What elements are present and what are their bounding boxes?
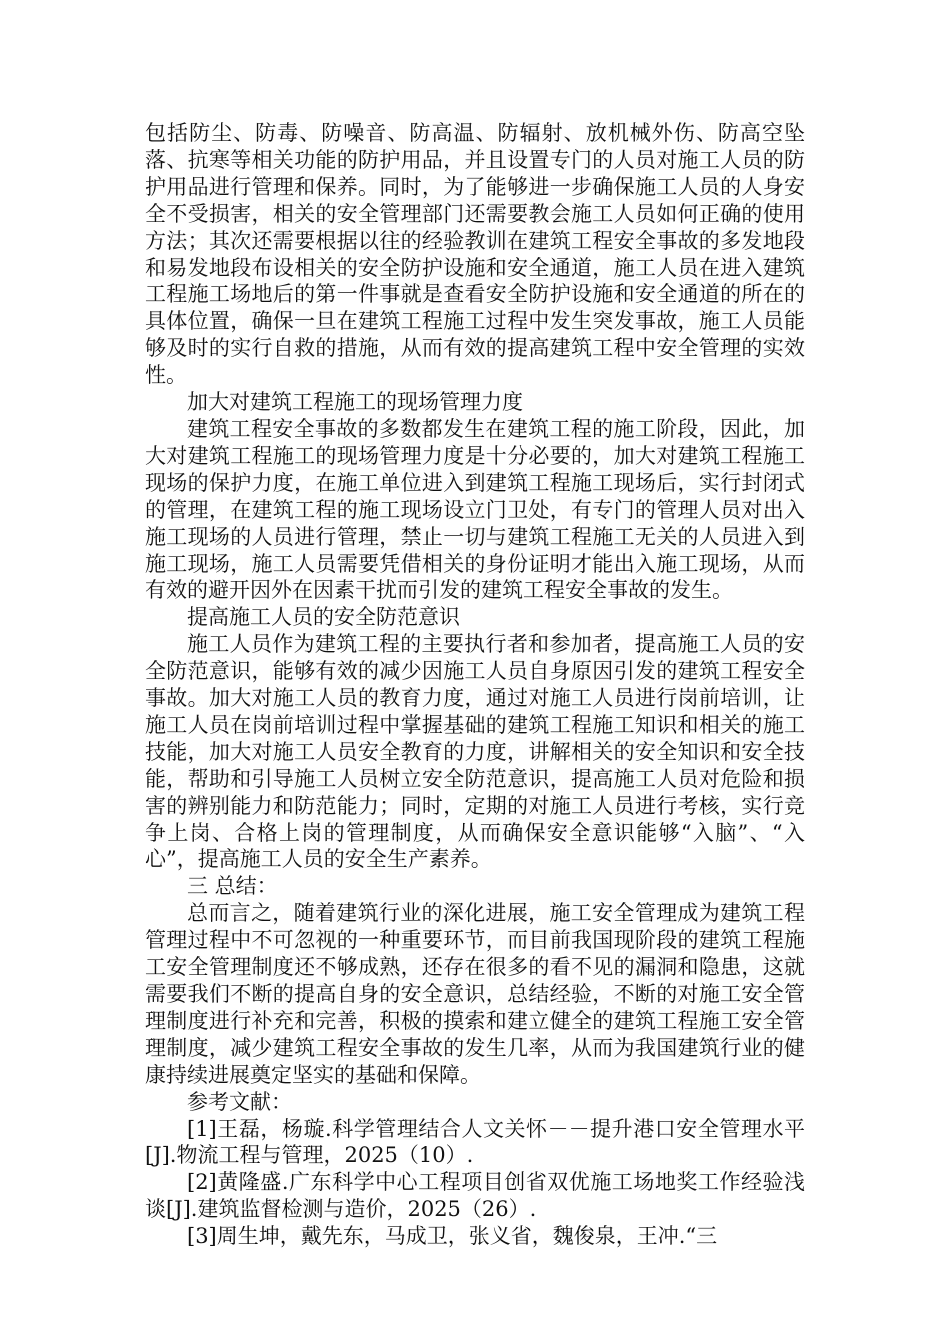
section-heading-site-management: 加大对建筑工程施工的现场管理力度 <box>187 390 523 415</box>
section-heading-summary: 三 总结： <box>187 874 278 899</box>
references-heading: 参考文献： <box>187 1089 292 1114</box>
paragraph-summary: 总而言之，随着建筑行业的深化进展，施工安全管理成为建筑工程管理过程中不可忽视的一种重要环节，而目前我国现阶段的建筑工程施工安全管理制度还不够成熟，还存在很多的看不见的漏洞和隐患，这就需要我们不断的提高自身的安全意识，总结经验，不断的对施工安全管理制度进行补充和完善，积极的摸索和建立健全的建筑工程施工安全管理制度，减少建筑工程安全事故的发生几率，从而为我国建筑行业的健康持续进展奠定坚实的基础和保障。 <box>145 901 805 1087</box>
paragraph-safety-awareness: 施工人员作为建筑工程的主要执行者和参加者，提高施工人员的安全防范意识，能够有效的减少因施工人员自身原因引发的建筑工程安全事故。加大对施工人员的教育力度，通过对施工人员进行岗前培训，让施工人员在岗前培训过程中掌握基础的建筑工程施工知识和相关的施工技能，加大对施工人员安全教育的力度，讲解相关的安全知识和安全技能，帮助和引导施工人员树立安全防范意识，提高施工人员对危险和损害的辨别能力和防范能力；同时，定期的对施工人员进行考核，实行竞争上岗、合格上岗的管理制度，从而确保安全意识能够“入脑”、“入心”，提高施工人员的安全生产素养。 <box>145 632 805 872</box>
document-page <box>145 120 805 1250</box>
reference-item-1: [1]王磊，杨璇.科学管理结合人文关怀－－提升港口安全管理水平[J].物流工程与管理，2025（10）. <box>145 1116 805 1168</box>
paragraph-continuation: 包括防尘、防毒、防噪音、防高温、防辐射、放机械外伤、防高空坠落、抗寒等相关功能的防护用品，并且设置专门的人员对施工人员的防护用品进行管理和保养。同时，为了能够进一步确保施工人员的人身安全不受损害，相关的安全管理部门还需要教会施工人员如何正确的使用方法；其次还需要根据以往的经验教训在建筑工程安全事故的多发地段和易发地段布设相关的安全防护设施和安全通道，施工人员在进入建筑工程施工场地后的第一件事就是查看安全防护设施和安全通道的所在的具体位置，确保一旦在建筑工程施工过程中发生突发事故，施工人员能够及时的实行自救的措施，从而有效的提高建筑工程中安全管理的实效性。 <box>145 121 805 388</box>
reference-item-3: [3]周生坤，戴先东，马成卫，张义省，魏俊泉，王冲.“三 <box>187 1224 718 1249</box>
paragraph-site-management: 建筑工程安全事故的多数都发生在建筑工程的施工阶段，因此，加大对建筑工程施工的现场管理力度是十分必要的，加大对建筑工程施工现场的保护力度，在施工单位进入到建筑工程施工现场后，实行封闭式的管理，在建筑工程的施工现场设立门卫处，有专门的管理人员对出入施工现场的人员进行管理，禁止一切与建筑工程施工无关的人员进入到施工现场，施工人员需要凭借相关的身份证明才能出入施工现场，从而有效的避开因外在因素干扰而引发的建筑工程安全事故的发生。 <box>145 416 805 603</box>
reference-item-2: [2]黄隆盛.广东科学中心工程项目创省双优施工场地奖工作经验浅谈[J].建筑监督检测与造价，2025（26）. <box>145 1170 805 1222</box>
section-heading-safety-awareness: 提高施工人员的安全防范意识 <box>187 605 460 630</box>
